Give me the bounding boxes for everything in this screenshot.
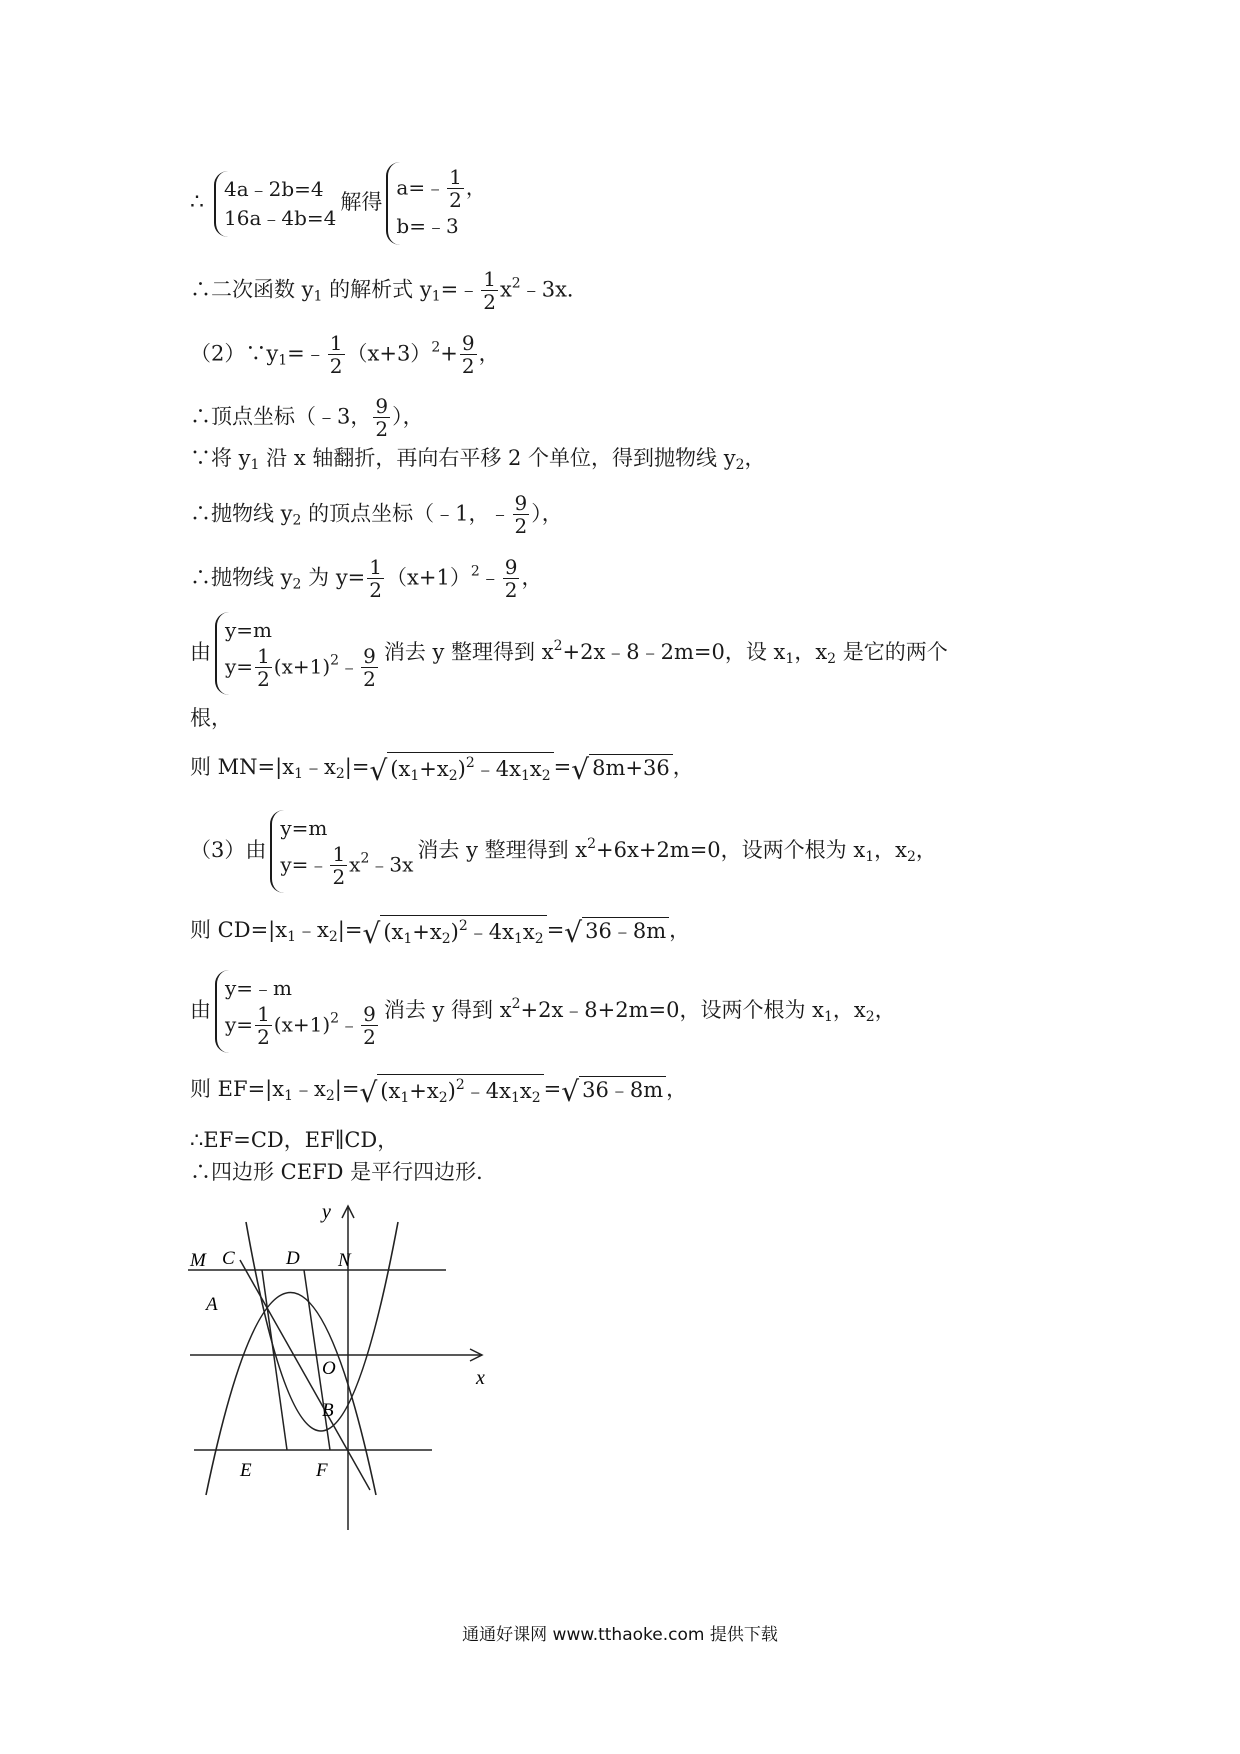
superscript: 2 <box>587 836 597 852</box>
fraction <box>367 556 384 602</box>
radical-sign: √ <box>561 1074 580 1108</box>
numerator: 9 <box>363 644 376 668</box>
numerator: 1 <box>369 555 383 579</box>
superscript: 2 <box>553 638 563 654</box>
subscript: 2 <box>335 766 345 782</box>
numerator: 1 <box>257 1002 270 1026</box>
superscript: 2 <box>458 918 468 934</box>
numerator: 1 <box>257 644 270 668</box>
subscript: 1 <box>514 931 523 947</box>
fraction <box>255 1003 272 1049</box>
square-root <box>369 752 553 785</box>
subscript: 1 <box>410 768 420 784</box>
fraction <box>503 556 520 602</box>
text: +6x+2m=0，设两个根为 x <box>596 838 866 862</box>
text: ∴抛物线 y <box>190 501 293 526</box>
text: +x <box>409 1079 439 1103</box>
text: ， <box>669 918 691 942</box>
text: ）， <box>392 404 424 429</box>
denominator: 2 <box>369 578 383 602</box>
equation-system <box>214 171 336 237</box>
text: x <box>349 852 361 877</box>
subscript: 1 <box>287 929 297 945</box>
label-x: x <box>476 1367 485 1389</box>
text: y= <box>225 654 254 679</box>
radicand <box>377 1074 543 1105</box>
text: 消去 y 整理得到 x <box>383 640 554 664</box>
subscript: 2 <box>735 457 745 473</box>
text: y=﹣ <box>280 852 329 877</box>
radical-sign: √ <box>571 752 590 786</box>
radical-sign: √ <box>369 754 388 787</box>
square-root <box>571 754 672 784</box>
numerator: 1 <box>483 267 496 291</box>
subscript: 1 <box>313 288 323 305</box>
text: ﹣3x． <box>520 277 588 302</box>
line-mn-length <box>190 752 694 785</box>
text: （x+1） <box>386 565 471 590</box>
square-root <box>564 917 669 947</box>
text: ﹣4x <box>474 757 521 781</box>
text: 的解析式 y <box>322 277 432 302</box>
subscript: 2 <box>827 651 837 667</box>
denominator: 2 <box>461 354 475 378</box>
text: ﹣ <box>339 1012 360 1037</box>
text: ∴顶点坐标（﹣3， <box>190 404 372 429</box>
fraction <box>361 1003 378 1049</box>
radical-sign: √ <box>359 1076 378 1109</box>
subscript: 1 <box>278 352 288 369</box>
denominator: 2 <box>363 1025 376 1049</box>
text: x <box>519 1079 532 1103</box>
equation-system <box>215 970 380 1053</box>
text: ，x <box>794 640 828 664</box>
text: (x <box>380 1079 401 1103</box>
text: 为 y= <box>301 565 366 590</box>
text: ﹣ <box>479 565 501 590</box>
label-c: C <box>222 1248 235 1269</box>
label-a: A <box>206 1294 218 1315</box>
line-cd-length <box>190 915 690 948</box>
equation-row: y=m <box>280 816 328 840</box>
superscript: 2 <box>330 652 340 669</box>
text: ﹣ <box>339 654 360 679</box>
radicand: 36﹣8m <box>579 1076 666 1101</box>
text: ) <box>447 1079 456 1103</box>
subscript: 2 <box>441 931 451 947</box>
denominator: 2 <box>483 290 496 314</box>
text: (x+1) <box>273 654 331 679</box>
subscript: 2 <box>448 768 458 784</box>
line-roots-word <box>190 708 232 729</box>
square-root <box>561 1076 666 1106</box>
line-vertex-coordinates <box>190 395 424 441</box>
subscript: 2 <box>292 512 302 529</box>
radicand <box>387 752 553 783</box>
denominator: 2 <box>514 514 528 538</box>
denominator: 2 <box>375 417 389 441</box>
radicand: 8m+36 <box>589 754 673 779</box>
text: ， <box>666 1077 688 1101</box>
text: 沿 x 轴翻折，再向右平移 2 个单位，得到抛物线 y <box>259 446 736 470</box>
text: ∵将 y <box>190 446 251 470</box>
line-ef-length <box>190 1074 687 1107</box>
equation-row: y=﹣m <box>225 976 293 1000</box>
subscript: 1 <box>785 651 795 667</box>
solution-a <box>396 166 485 212</box>
equation-row <box>225 645 380 691</box>
text: =﹣ <box>287 341 326 366</box>
superscript: 2 <box>511 275 521 292</box>
text: ) <box>457 757 466 781</box>
equation-system <box>270 810 413 893</box>
square-root <box>359 1074 543 1107</box>
subscript: 1 <box>403 931 413 947</box>
text: ∴EF=CD，EF∥CD， <box>190 1128 399 1152</box>
subscript: 1 <box>294 766 303 782</box>
parabola-figure <box>180 1200 500 1580</box>
text: ， <box>915 838 937 862</box>
radicand <box>380 915 546 946</box>
line-part2-vertex-form <box>190 332 500 378</box>
text: ) <box>450 920 459 944</box>
subscript: 2 <box>534 931 544 947</box>
text: + <box>440 341 458 366</box>
text: |= <box>337 918 363 942</box>
subscript: 1 <box>431 288 441 305</box>
therefore-symbol: ∴ <box>190 190 204 215</box>
line-system-ef <box>190 970 896 1053</box>
text: ， <box>465 175 486 200</box>
subscript: 2 <box>906 849 916 865</box>
text: ， <box>874 998 896 1022</box>
radical-sign: √ <box>564 915 583 949</box>
text: ﹣x <box>293 1077 326 1101</box>
text: |= <box>334 1077 360 1101</box>
label-b: B <box>322 1400 334 1421</box>
label-f: F <box>316 1460 328 1481</box>
line-y2-equation <box>190 556 542 602</box>
line-quadratic-expression <box>190 268 588 314</box>
equation-row: y=m <box>225 618 273 642</box>
label-y: y <box>322 1201 331 1223</box>
page-footer: 通通好课网 www.tthaoke.com 提供下载 <box>462 1625 778 1645</box>
superscript: 2 <box>431 339 441 356</box>
numerator: 1 <box>329 331 343 355</box>
label-o: O <box>322 1358 336 1379</box>
fraction <box>460 332 477 378</box>
subscript: 2 <box>325 1088 335 1104</box>
text: (x <box>383 920 404 944</box>
text: ， <box>744 446 766 470</box>
line-system-mn <box>190 612 948 695</box>
text: = <box>546 918 565 942</box>
fraction <box>255 645 272 691</box>
text: 由 <box>190 640 211 664</box>
numerator: 9 <box>461 331 475 355</box>
text: 则 EF=|x <box>190 1077 285 1101</box>
text: +x <box>412 920 442 944</box>
parabola-y1 <box>206 1293 376 1496</box>
text: 消去 y 得到 x <box>383 998 512 1022</box>
text: +2x﹣8+2m=0，设两个根为 x <box>520 998 824 1022</box>
label-e: E <box>240 1460 252 1481</box>
text: ）， <box>531 501 563 526</box>
subscript: 1 <box>510 1090 520 1106</box>
fraction <box>361 645 378 691</box>
subscript: 1 <box>284 1088 294 1104</box>
subscript: 2 <box>865 1009 875 1025</box>
line-part3-system <box>190 810 937 893</box>
fraction <box>373 395 390 441</box>
superscript: 2 <box>330 1010 340 1027</box>
text: (x+1) <box>273 1012 331 1037</box>
label-n: N <box>338 1250 351 1271</box>
text: ， <box>521 565 543 590</box>
line-y2-vertex <box>190 492 563 538</box>
radicand: 36﹣8m <box>582 917 669 942</box>
superscript: 2 <box>455 1077 465 1093</box>
text: （3）由 <box>190 838 267 862</box>
text: ，x <box>874 838 907 862</box>
equation-system <box>215 612 380 695</box>
subscript: 1 <box>865 849 875 865</box>
numerator: 9 <box>504 555 518 579</box>
text: ﹣4x <box>467 920 514 944</box>
denominator: 2 <box>257 667 270 691</box>
text: =﹣ <box>440 277 480 302</box>
denominator: 2 <box>257 1025 270 1049</box>
text: ， <box>672 755 694 779</box>
line-ef-equals-cd <box>190 1130 398 1151</box>
label-m: M <box>190 1250 206 1271</box>
denominator: 2 <box>332 865 346 889</box>
line-fold-translate <box>190 448 766 472</box>
numerator: 1 <box>332 842 346 866</box>
text: ﹣3x <box>369 852 414 877</box>
line-ab <box>240 1260 370 1490</box>
text: ∴四边形 CEFD 是平行四边形． <box>190 1160 498 1184</box>
text: ， <box>478 341 500 366</box>
subscript: 1 <box>250 457 260 473</box>
text: 是它的两个 <box>836 640 948 664</box>
subscript: 2 <box>541 768 551 784</box>
numerator: 9 <box>363 1002 376 1026</box>
numerator: 1 <box>449 165 462 189</box>
text: 则 CD=|x <box>190 918 288 942</box>
text: 则 MN=|x <box>190 755 295 779</box>
subscript: 2 <box>328 929 338 945</box>
solution-system <box>386 162 485 245</box>
denominator: 2 <box>329 354 343 378</box>
text: x <box>499 277 512 302</box>
segment-ce <box>262 1270 287 1450</box>
text: 消去 y 整理得到 x <box>417 838 588 862</box>
fraction <box>328 332 345 378</box>
square-root <box>362 915 546 948</box>
denominator: 2 <box>363 667 376 691</box>
numerator: 9 <box>375 394 389 418</box>
denominator: 2 <box>449 188 462 212</box>
line-system-solution <box>190 162 490 245</box>
subscript: 2 <box>292 576 302 593</box>
subscript: 1 <box>520 768 530 784</box>
equation-row <box>225 1003 380 1049</box>
superscript: 2 <box>465 755 475 771</box>
superscript: 2 <box>470 563 480 580</box>
text: ﹣x <box>296 918 329 942</box>
denominator: 2 <box>504 578 518 602</box>
text: 由 <box>190 998 211 1022</box>
text: a=﹣ <box>396 175 446 200</box>
superscript: 2 <box>511 996 521 1012</box>
subscript: 1 <box>824 1009 833 1025</box>
text: ﹣4x <box>464 1079 511 1103</box>
equation-row: 16a﹣4b=4 <box>224 205 337 230</box>
radical-sign: √ <box>362 917 381 950</box>
equation-row: 4a﹣2b=4 <box>224 176 324 201</box>
text: x <box>522 920 535 944</box>
solve-text: 解得 <box>340 190 383 214</box>
text: +2x﹣8﹣2m=0，设 x <box>562 640 786 664</box>
text: y= <box>225 1012 254 1037</box>
label-d: D <box>286 1248 300 1269</box>
text: |= <box>344 755 370 779</box>
text: ∴二次函数 y <box>190 277 314 302</box>
text: （x+3） <box>346 341 432 366</box>
text: x <box>529 757 542 781</box>
text: ，x <box>832 998 866 1022</box>
text: = <box>553 755 572 779</box>
text: ﹣x <box>303 755 336 779</box>
subscript: 2 <box>531 1090 541 1106</box>
fraction <box>513 492 530 538</box>
numerator: 9 <box>514 491 528 515</box>
equation-row <box>280 843 413 889</box>
subscript: 1 <box>400 1090 410 1106</box>
text: 根， <box>190 706 232 730</box>
text: ∴抛物线 y <box>190 565 293 590</box>
text: +x <box>419 757 449 781</box>
fraction <box>447 166 464 212</box>
text: 的顶点坐标（﹣1，﹣ <box>301 501 511 526</box>
text: （2）∵y <box>190 341 279 366</box>
fraction <box>481 268 498 314</box>
text: = <box>543 1077 562 1101</box>
line-parallelogram-conclusion <box>190 1162 497 1183</box>
fraction <box>330 843 347 889</box>
solution-b: b=﹣3 <box>396 214 459 238</box>
subscript: 2 <box>438 1090 448 1106</box>
superscript: 2 <box>360 850 370 867</box>
text: (x <box>390 757 411 781</box>
